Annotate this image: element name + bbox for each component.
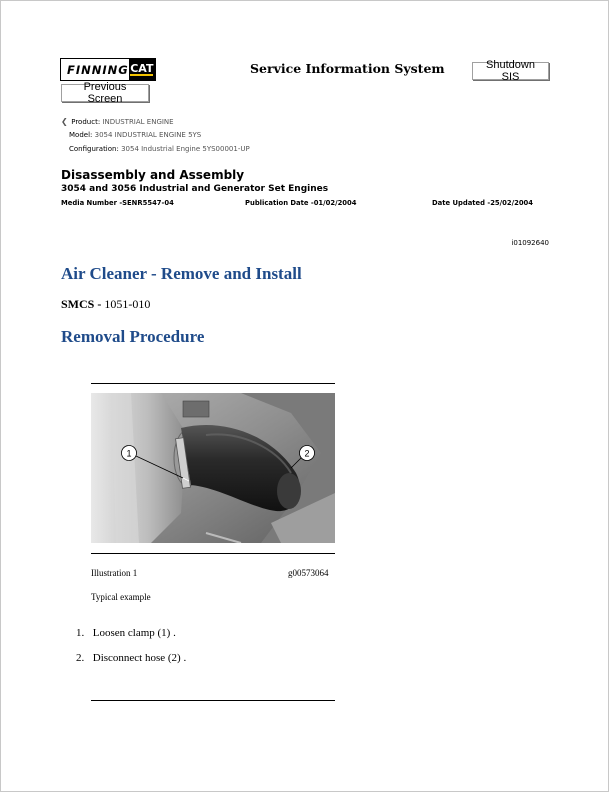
system-title: Service Information System: [250, 61, 445, 76]
procedure-title: Removal Procedure: [61, 327, 205, 346]
publication-date: Publication Date -01/02/2004: [245, 199, 357, 207]
back-chevron-icon[interactable]: ❮: [61, 117, 68, 126]
product-line: [61, 117, 174, 126]
model-value: 3054 INDUSTRIAL ENGINE 5YS: [94, 131, 202, 139]
divider-top: [91, 383, 335, 384]
smcs-code: [61, 297, 150, 312]
procedure-steps: [76, 627, 186, 677]
logo-finning-text: FINNING: [67, 62, 129, 77]
illustration-id: g00573064: [288, 568, 329, 578]
smcs-label: SMCS -: [61, 297, 105, 311]
illustration-photo: [91, 393, 335, 543]
document-title: Disassembly and Assembly: [61, 168, 245, 182]
section-title: Air Cleaner - Remove and Install: [61, 264, 302, 283]
document-subtitle: 3054 and 3056 Industrial and Generator Set Engines: [61, 184, 329, 194]
date-updated: Date Updated -25/02/2004: [432, 199, 534, 207]
list-item: [76, 627, 186, 652]
step-number: 2.: [76, 652, 85, 664]
shutdown-sis-button[interactable]: Shutdown SIS: [472, 62, 549, 80]
configuration-label: Configuration:: [69, 145, 119, 153]
divider-middle: [91, 553, 335, 554]
callout-1: 1: [126, 448, 132, 459]
step-text: Loosen clamp (1) .: [92, 627, 176, 639]
list-item: [76, 652, 186, 677]
cat-badge-text: CAT: [130, 62, 154, 75]
callout-2: 2: [304, 448, 310, 459]
reference-id: i01092640: [511, 239, 549, 247]
configuration-value: 3054 Industrial Engine 5YS00001-UP: [121, 145, 250, 153]
previous-screen-button[interactable]: Previous Screen: [61, 84, 149, 102]
configuration-line: [69, 145, 250, 153]
finning-cat-logo: [60, 58, 156, 81]
divider-bottom: [91, 700, 335, 701]
illustration-caption: Typical example: [91, 592, 151, 602]
model-line: [69, 131, 201, 139]
smcs-value: 1051-010: [104, 297, 151, 311]
model-label: Model:: [69, 131, 93, 139]
product-value: INDUSTRIAL ENGINE: [102, 118, 174, 126]
step-text: Disconnect hose (2) .: [92, 652, 187, 664]
step-number: 1.: [76, 627, 85, 639]
product-label: Product:: [71, 118, 101, 126]
cat-badge: [129, 59, 155, 80]
media-number: Media Number -SENR5547-04: [61, 199, 174, 207]
illustration-label: Illustration 1: [91, 568, 138, 578]
